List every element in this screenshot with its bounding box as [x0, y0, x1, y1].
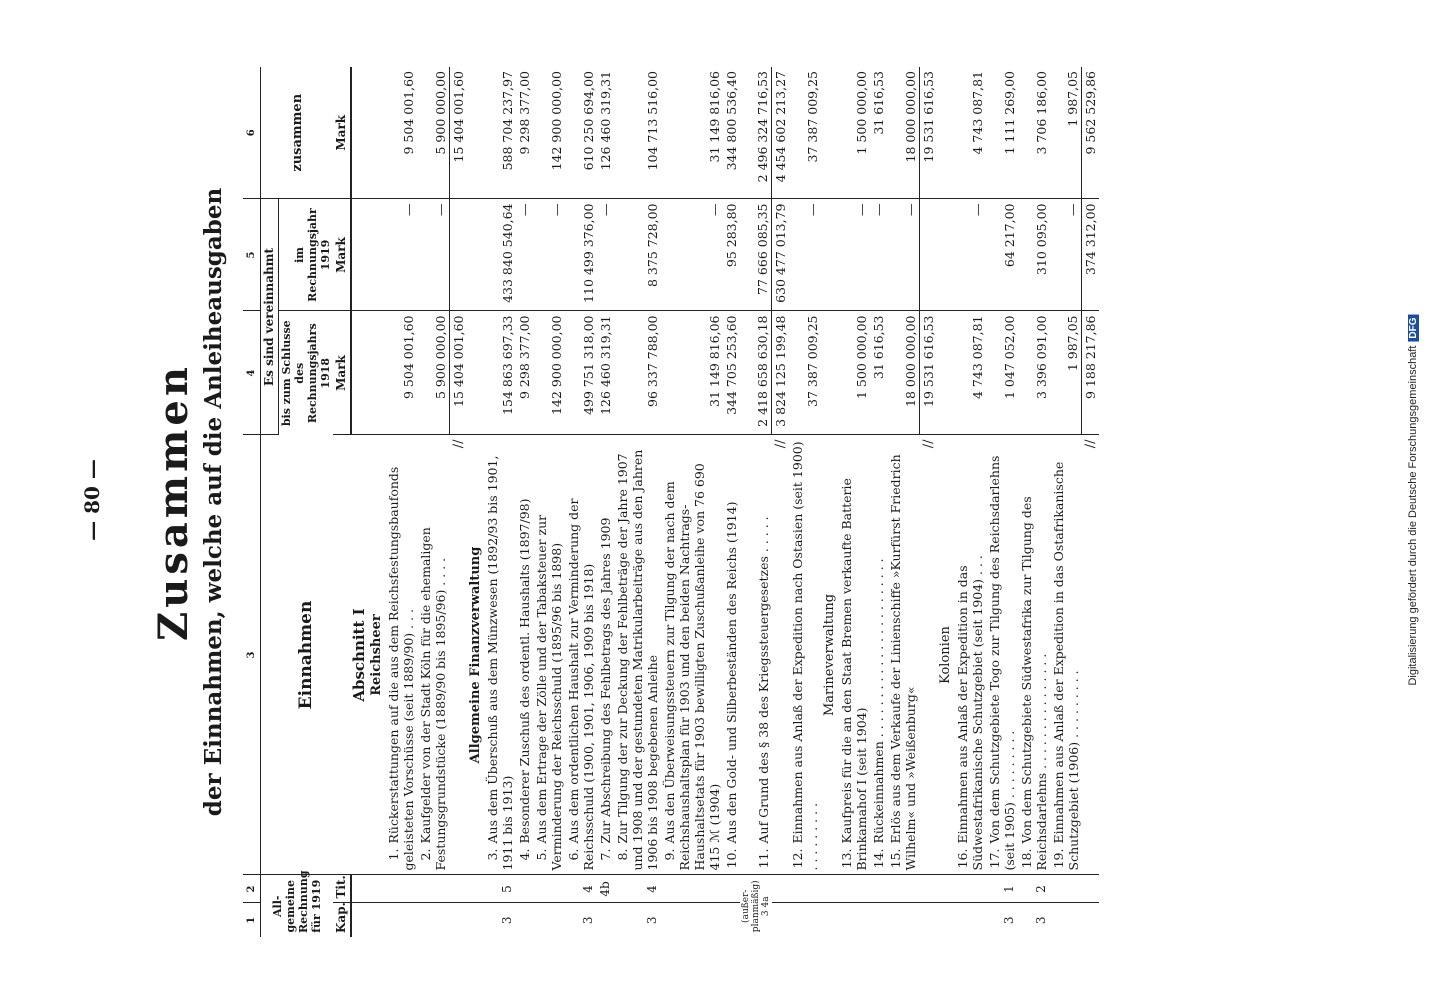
- value-col6: 344 800 536,40: [723, 67, 740, 199]
- tit-cell: [870, 875, 887, 903]
- item-number: 18.: [1018, 848, 1034, 869]
- value-col4: 154 863 697,33: [484, 311, 516, 435]
- value-col5: —: [516, 199, 533, 311]
- item-text: Kaufpreis für die an den Staat Bremen verkaufte Batterie Brinkamahof I (seit 1904): [839, 478, 869, 871]
- value-col5: —: [954, 199, 986, 311]
- value-col5: 64 217,00: [986, 199, 1018, 311]
- item-number: 8.: [614, 848, 630, 861]
- table-row: [385, 67, 417, 937]
- kolonien-heading: Kolonien: [937, 435, 954, 875]
- tit-cell: 2: [1018, 875, 1050, 903]
- value-col6: 1 987,05: [1050, 67, 1082, 199]
- item-text: Besonderer Zuschuß des ordentl. Haushalts (1897/98): [516, 498, 532, 844]
- tit-cell: [385, 875, 417, 903]
- value-col6: 142 900 000,00: [533, 67, 565, 199]
- table-row: [516, 67, 533, 937]
- tit-cell: 5: [484, 875, 516, 903]
- item-text: Von dem Schutzgebiete Togo zur Tilgung des Reichsdarlehns (seit 1905) . . . . . . . . .: [986, 455, 1017, 871]
- allgemeine-rechnung-header: All-gemeine Rechnung für 1919: [271, 870, 323, 933]
- note-text: (außer-planmäßig): [740, 880, 761, 933]
- text-cell: [533, 435, 565, 875]
- item-number: 5.: [533, 848, 549, 861]
- colnum-6: 6: [243, 67, 261, 199]
- sum-col5: 630 477 013,79: [772, 199, 790, 311]
- subsection-row: [467, 67, 484, 937]
- table-row: [614, 67, 661, 937]
- item-number: 9.: [661, 848, 677, 861]
- value-col5: 433 840 540,64: [484, 199, 516, 311]
- value-col4: 142 900 000,00: [533, 311, 565, 435]
- kap-cell: [597, 903, 614, 937]
- value-col4: 31 149 816,06: [661, 311, 723, 435]
- sum-row: [772, 67, 790, 937]
- section-row: [351, 67, 368, 937]
- value-col5: 95 283,80: [723, 199, 740, 311]
- text-cell: [1018, 435, 1050, 875]
- sum-mark: //: [449, 435, 467, 875]
- value-col4: 1 987,05: [1050, 311, 1082, 435]
- page-number: — 80 —: [80, 459, 104, 541]
- einnahmen-header: Einnahmen: [261, 435, 352, 875]
- mark-header-6: Mark: [333, 67, 351, 199]
- value-col4: 9 504 001,60: [385, 311, 417, 435]
- text-cell: [986, 435, 1018, 875]
- im-header: im Rechnungsjahr 1919: [279, 199, 334, 311]
- tit-cell: [661, 875, 723, 903]
- note-cell: [740, 875, 772, 937]
- item-number: 10.: [723, 848, 739, 869]
- value-col5: —: [533, 199, 565, 311]
- value-col6: 126 460 319,31: [597, 67, 614, 199]
- mark-header-4: Mark: [333, 311, 351, 435]
- page-title: Zusammen: [150, 363, 197, 641]
- kap-cell: [516, 903, 533, 937]
- text-cell: [597, 435, 614, 875]
- value-col5: 310 095,00: [1018, 199, 1050, 311]
- mark-header-5: Mark: [333, 199, 351, 311]
- table-row: [417, 67, 449, 937]
- item-number: 19.: [1050, 848, 1066, 869]
- item-text: Aus den Überweisungssteuern zur Tilgung der nach dem Reichshaushaltsplan für 1903 und den beiden Nachtrags-Haushaltsetats für 1903 bewilligten Zuschußanleihe von 76 690 415 ℳ (1904): [661, 463, 722, 871]
- kap-cell: [838, 903, 870, 937]
- column-number-row: [243, 67, 261, 937]
- tit-cell: 4b: [597, 875, 614, 903]
- tit-cell: 1: [986, 875, 1018, 903]
- table-row: [870, 67, 887, 937]
- tit-cell: 4: [565, 875, 597, 903]
- colnum-4: 4: [243, 311, 261, 435]
- kap-cell: [661, 903, 723, 937]
- item-number: 1.: [386, 848, 401, 861]
- item-text: Von dem Schutzgebiete Südwestafrika zur Tilgung des Reichsdarlehns . . . . . . . . . . . . . . .: [1018, 496, 1049, 871]
- item-text: Erlös aus dem Verkaufe der Linienschiffe »Kurfürst Friedrich Wilhelm« und »Weißenburg«: [888, 454, 918, 871]
- subsection-row: [937, 67, 954, 937]
- colnum-2: 2: [243, 875, 261, 903]
- item-number: 15.: [888, 848, 903, 869]
- item-text: Zur Abschreibung des Fehlbetrags des Jahres 1909: [597, 517, 613, 844]
- dfg-logo: DFG: [1408, 314, 1419, 341]
- item-number: 7.: [597, 848, 613, 861]
- dfg-side-note: [1407, 314, 1419, 685]
- value-col6: 31 616,53: [870, 67, 887, 199]
- value-col5: 77 666 085,35: [740, 199, 772, 311]
- text-cell: [838, 435, 870, 875]
- value-col4: 1 047 052,00: [986, 311, 1018, 435]
- value-col4: 9 298 377,00: [516, 311, 533, 435]
- text-cell: [789, 435, 821, 875]
- tit-cell: [1050, 875, 1082, 903]
- text-cell: [614, 435, 661, 875]
- kap-cell: 3: [499, 916, 514, 925]
- tit-cell: [954, 875, 986, 903]
- kap-header: Kap.: [333, 903, 351, 937]
- table-row: [484, 67, 516, 937]
- item-text: Aus dem ordentlichen Haushalt zur Verminderung der Reichsschuld (1900, 1901, 1906, 1909 bis 1918): [565, 498, 596, 871]
- kap-cell: [954, 903, 986, 937]
- tit-cell: [789, 875, 821, 903]
- kap-cell: [533, 903, 565, 937]
- kap-cell: [723, 903, 740, 937]
- table-row: [1018, 67, 1050, 937]
- table-row: [986, 67, 1018, 937]
- value-col4: 1 500 000,00: [838, 311, 870, 435]
- colnum-1: 1: [243, 903, 261, 937]
- text-cell: [661, 435, 723, 875]
- kap-cell: [1050, 903, 1082, 937]
- tit-header: Tit.: [333, 875, 351, 903]
- value-col6: 1 111 269,00: [986, 67, 1018, 199]
- finanz-heading: Allgemeine Finanzverwaltung: [467, 435, 484, 875]
- value-col5: —: [870, 199, 887, 311]
- value-col5: —: [417, 199, 449, 311]
- value-col6: 3 706 186,00: [1018, 67, 1050, 199]
- value-col5: —: [838, 199, 870, 311]
- value-col6: 588 704 237,97: [484, 67, 516, 199]
- item-number: 14.: [871, 848, 886, 869]
- value-col4: 96 337 788,00: [614, 311, 661, 435]
- value-col6: 104 713 516,00: [614, 67, 661, 199]
- sum-row: [449, 67, 467, 937]
- table-row: [661, 67, 723, 937]
- text-cell: [870, 435, 887, 875]
- value-col6: 5 900 000,00: [417, 67, 449, 199]
- sum-col6: 19 531 616,53: [919, 67, 937, 199]
- side-note-text: Digitalisierung gefördert durch die Deutsche Forschungsgemeinschaft: [1407, 345, 1419, 686]
- table-row: [789, 67, 821, 937]
- sum-col5: 374 312,00: [1082, 199, 1100, 311]
- text-cell: [1050, 435, 1082, 875]
- rotated-page: [150, 67, 1400, 937]
- text-cell: [417, 435, 449, 875]
- table-row: [1050, 67, 1082, 937]
- item-text: Aus den Gold- und Silberbeständen des Reichs (1914): [723, 501, 739, 844]
- value-col4: 499 751 318,00: [565, 311, 597, 435]
- item-text: Rückeinnahmen . . . . . . . . . . . . . . . . . . . . . . .: [871, 558, 886, 844]
- kap-cell: 3: [580, 916, 595, 925]
- vereinnahmt-header: Es sind vereinnahmt: [261, 199, 279, 435]
- tit-cell: [533, 875, 565, 903]
- item-text: Rückerstattungen auf die aus dem Reichsfestungsbaufonds geleisteten Vorschüsse (seit 1889/90) . . .: [386, 466, 416, 871]
- sum-col6: 4 454 602 213,27: [772, 67, 790, 199]
- item-text: Zur Tilgung der zur Deckung der Fehlbeträge der Jahre 1907 und 1908 und der gestundeten Matrikularbeiträge aus den Jahren 1906 bis 1908 begebenen Anleihe: [614, 449, 660, 871]
- item-text: Einnahmen aus Anlaß der Expedition nach Ostasien (seit 1900) . . . . . . . . .: [790, 441, 820, 871]
- value-col6: 4 743 087,81: [954, 67, 986, 199]
- kap-cell: 3: [1033, 916, 1048, 925]
- sum-col4: 19 531 616,53: [919, 311, 937, 435]
- tit-cell: 4a: [760, 896, 771, 908]
- text-cell: [484, 435, 516, 875]
- value-col6: 37 387 009,25: [789, 67, 821, 199]
- sum-row: [1082, 67, 1100, 937]
- subsection-row: [821, 67, 838, 937]
- table-row: [723, 67, 740, 937]
- value-col5: —: [887, 199, 919, 311]
- item-number: 3.: [484, 848, 500, 861]
- value-col5: 110 499 376,00: [565, 199, 597, 311]
- kap-cell: 3: [644, 916, 659, 925]
- sum-mark: //: [919, 435, 937, 875]
- tit-cell: [516, 875, 533, 903]
- subsection-row: [368, 67, 385, 937]
- sum-col6: 9 562 529,86: [1082, 67, 1100, 199]
- sum-col6: 15 404 001,60: [449, 67, 467, 199]
- value-col4: 3 396 091,00: [1018, 311, 1050, 435]
- item-text: Auf Grund des § 38 des Kriegssteuergesetzes . . . . .: [755, 516, 771, 844]
- text-cell: [723, 435, 740, 875]
- value-col4: 18 000 000,00: [887, 311, 919, 435]
- colnum-5: 5: [243, 199, 261, 311]
- kap-cell: [789, 903, 821, 937]
- text-cell: [954, 435, 986, 875]
- item-text: Einnahmen aus Anlaß der Expedition in das Ostafrikanische Schutzgebiet (1906) . . . . . . . . .: [1050, 461, 1081, 871]
- value-col5: —: [661, 199, 723, 311]
- value-col4: 37 387 009,25: [789, 311, 821, 435]
- text-cell: [565, 435, 597, 875]
- table-row: [565, 67, 597, 937]
- page-subtitle: der Einnahmen, welche auf die Anleiheausgaben: [200, 187, 227, 817]
- sum-col4: 15 404 001,60: [449, 311, 467, 435]
- bis-zum-header: bis zum Schlusse des Rechnungsjahrs 1918: [280, 320, 332, 427]
- kap-cell: [870, 903, 887, 937]
- marine-heading: Marineverwaltung: [821, 435, 838, 875]
- value-col4: 5 900 000,00: [417, 311, 449, 435]
- tit-cell: [723, 875, 740, 903]
- zusammen-header: zusammen: [261, 67, 334, 199]
- value-col5: —: [597, 199, 614, 311]
- value-col5: —: [789, 199, 821, 311]
- value-col4: 31 616,53: [870, 311, 887, 435]
- table-row: [533, 67, 565, 937]
- item-number: 2.: [418, 848, 433, 861]
- sum-mark: //: [1082, 435, 1100, 875]
- value-col4: 2 418 658 630,18: [740, 311, 772, 435]
- table-row: [887, 67, 919, 937]
- abschnitt-heading: Abschnitt I: [351, 435, 368, 875]
- item-number: 16.: [954, 848, 970, 869]
- sum-col4: 3 824 125 199,48: [772, 311, 790, 435]
- item-number: 12.: [790, 848, 805, 869]
- value-col6: 9 298 377,00: [516, 67, 533, 199]
- reichsheer-heading: Reichsheer: [368, 435, 385, 875]
- table-row: [597, 67, 614, 937]
- table-row: [838, 67, 870, 937]
- sum-col4: 9 188 217,86: [1082, 311, 1100, 435]
- table-row: [954, 67, 986, 937]
- value-col6: 2 496 324 716,53: [740, 67, 772, 199]
- text-cell: [516, 435, 533, 875]
- item-text: Aus dem Überschuß aus dem Münzwesen (1892/93 bis 1901, 1911 bis 1913): [484, 455, 515, 871]
- value-col5: —: [385, 199, 417, 311]
- value-col4: 126 460 319,31: [597, 311, 614, 435]
- text-cell: [887, 435, 919, 875]
- tit-cell: [838, 875, 870, 903]
- item-number: 17.: [986, 848, 1002, 869]
- value-col4: 344 705 253,60: [723, 311, 740, 435]
- text-cell: [385, 435, 417, 875]
- kap-cell: 3: [760, 910, 771, 917]
- value-col5: 8 375 728,00: [614, 199, 661, 311]
- value-col6: 1 500 000,00: [838, 67, 870, 199]
- sum-mark: //: [772, 435, 790, 875]
- text-cell: [740, 435, 772, 875]
- item-number: 4.: [516, 848, 532, 861]
- accounts-table: [243, 67, 1099, 937]
- tit-cell: 4: [614, 875, 661, 903]
- kap-cell: [385, 903, 417, 937]
- value-col6: 9 504 001,60: [385, 67, 417, 199]
- item-text: Einnahmen aus Anlaß der Expedition in das Südwestafrikanische Schutzgebiet (seit 1904) . . .: [954, 555, 985, 871]
- item-number: 13.: [839, 848, 854, 869]
- value-col6: 610 250 694,00: [565, 67, 597, 199]
- kap-cell: 3: [1001, 916, 1016, 925]
- value-col6: 31 149 816,06: [661, 67, 723, 199]
- value-col5: —: [1050, 199, 1082, 311]
- header-row-top: [261, 67, 279, 937]
- table-row: [740, 67, 772, 937]
- item-number: 6.: [565, 848, 581, 861]
- tit-cell: [887, 875, 919, 903]
- tit-cell: [417, 875, 449, 903]
- item-text: Kaufgelder von der Stadt Köln für die ehemaligen Festungsgrundstücke (1889/90 bis 1895/96) . . . .: [418, 527, 448, 871]
- kap-cell: [887, 903, 919, 937]
- colnum-3: 3: [243, 435, 261, 875]
- item-text: Aus dem Ertrage der Zölle und der Tabaksteuer zur Verminderung der Reichsschuld (1895/96 bis 1898): [533, 514, 564, 871]
- sum-row: [919, 67, 937, 937]
- item-number: 11.: [755, 848, 771, 869]
- value-col4: 4 743 087,81: [954, 311, 986, 435]
- kap-cell: [417, 903, 449, 937]
- value-col6: 18 000 000,00: [887, 67, 919, 199]
